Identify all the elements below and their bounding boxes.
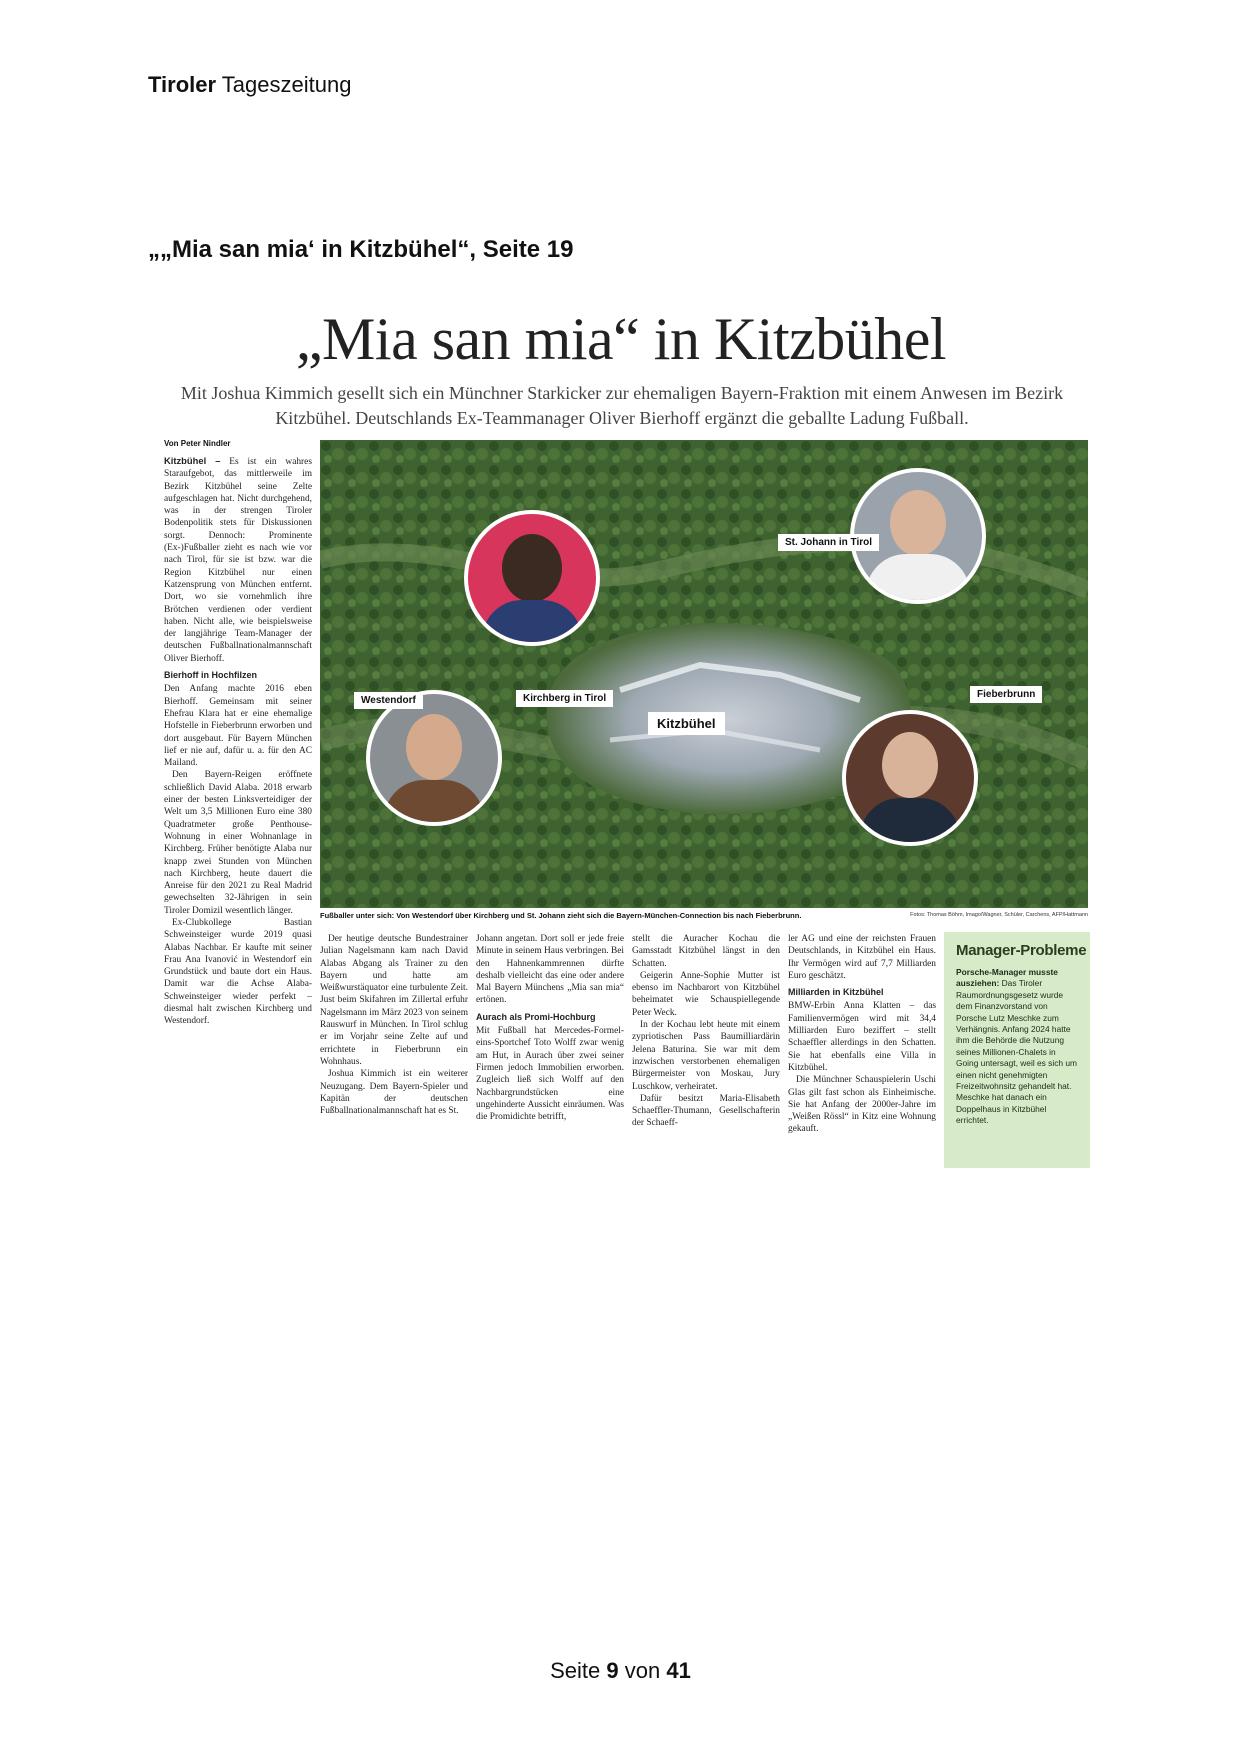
location-label-kitzbuehel: Kitzbühel (648, 712, 725, 735)
paragraph: Den Anfang machte 2016 eben Bierhoff. Gemeinsam mit seiner Ehefrau Klara hat er eine ehemalige Hofstelle in Fieberbrunn erworben und dort ausgebaut. Für Bayern München lief er nie auf, dafür u. a. für den AC Mailand. (164, 684, 312, 769)
paragraph: Joshua Kimmich ist ein weiterer Neuzugang. Dem Bayern-Spieler und Kapitän der deutschen Fußballnationalmannschaft hat es St. (320, 1069, 468, 1117)
total-pages: 41 (666, 1658, 691, 1683)
page-separator: von (624, 1658, 661, 1683)
publication-name-rest: Tageszeitung (221, 72, 352, 97)
sidebar-box (944, 932, 1090, 1168)
location-label-kirchberg: Kirchberg in Tirol (516, 690, 613, 707)
location-label-fieberbrunn: Fieberbrunn (970, 686, 1042, 703)
paragraph-text: Es ist ein wahres Staraufgebot, das mittlerweile im Bezirk Kitzbühel seine Zelte aufgeschlagen hat. Nicht durchgehend, was in der strengen Tiroler Bodenpolitik stets für Diskussionen sorgt. Dennoch: Prominente (Ex-)Fußballer zieht es nach wie vor nach Tirol, für sie ist bzw. war die Region Kitzbühel nur einen Katzensprung von München entfernt. Dort, wo sie vornehmlich ihre Brötchen verdienen oder verdient haben. Nicht alle, wie beispielsweise der langjährige Team-Manager der deutschen Fußballnationalmannschaft Oliver Bierhoff. (164, 457, 312, 664)
paragraph: Die Münchner Schauspielerin Uschi Glas gilt fast schon als Einheimische. Sie hat Anfang der 2000er-Jahre im „Weißen Rössl“ in Kitz eine Wohnung gekauft. (788, 1075, 936, 1135)
sidebar-lead: Porsche-Manager musste ausziehen: (956, 967, 1058, 989)
location-label-st-johann: St. Johann in Tirol (778, 534, 879, 551)
paragraph: BMW-Erbin Anna Klatten – das Familienvermögen wird mit 34,4 Milliarden Euro beziffert – stellt Schaeffler allerdings in den Schatten. Sie hat ebenfalls eine Villa in Kitzbühel. (788, 1001, 936, 1073)
article-column-1 (164, 455, 312, 1028)
player-portrait-nagelsmann (842, 710, 978, 846)
paragraph: Geigerin Anne-Sophie Mutter ist ebenso im Nachbarort von Kitzbühel beheimatet wie Schauspiellegende Peter Weck. (632, 970, 780, 1018)
dateline: Kitzbühel – (164, 455, 221, 466)
publication-name (148, 72, 351, 98)
article-column-5 (788, 933, 936, 1136)
player-portrait-alaba (464, 510, 600, 646)
article-headline: „Mia san mia“ in Kitzbühel (295, 306, 947, 372)
paragraph (164, 455, 312, 665)
subheading: Aurach als Promi-Hochburg (476, 1011, 596, 1022)
article-column-4 (632, 933, 780, 1130)
paragraph: Den Bayern-Reigen eröffnete schließlich David Alaba. 2018 erwarb einer der besten Linksverteidiger der Welt um 3,5 Millionen Euro eine 380 Quadratmeter große Penthouse-Wohnung in einer Wohnanlage in Kirchberg. Früher benötigte Alaba nur knapp zwei Stunden von München nach Kirchberg, heute dauert die Anreise für den 2021 zu Real Madrid gewechselten 32-Jährigen in sein Tiroler Domizil wesentlich länger. (164, 770, 312, 916)
sidebar-title: Manager-Probleme (956, 942, 1087, 959)
article-reference-title: „„Mia san mia‘ in Kitzbühel“, Seite 19 (148, 236, 574, 263)
photo-caption: Fußballer unter sich: Von Westendorf über Kirchberg und St. Johann zieht sich die Bayern-München-Connection bis nach Fieberbrunn. (320, 911, 802, 920)
page-number (0, 1658, 1241, 1684)
paragraph: Dafür besitzt Maria-Elisabeth Schaeffler-Thumann, Gesellschafterin der Schaeff- (632, 1093, 780, 1129)
paragraph: Mit Fußball hat Mercedes-Formel-eins-Sportchef Toto Wolff zwar wenig am Hut, in Aurach über zwei seiner Firmen jedoch Immobilien erworben. Zugleich ließ sich Wolff auf den Nachbargrundstücken eine ungehinderte Aussicht einräumen. Was die Promidichte betrifft, (476, 1026, 624, 1123)
paragraph: ler AG und eine der reichsten Frauen Deutschlands, in Kitzbühel ein Haus. Ihr Vermögen wird auf 7,7 Milliarden Euro geschätzt. (788, 934, 936, 981)
location-label-westendorf: Westendorf (354, 692, 423, 709)
paragraph: Johann angetan. Dort soll er jede freie Minute in seinem Haus verbringen. Bei den Hahnenkammrennen dürfte deshalb vielleicht das eine oder andere Mal Bayern Münchens „Mia san mia“ ertönen. (476, 934, 624, 1006)
current-page: 9 (606, 1658, 619, 1683)
sidebar-text (956, 967, 1080, 1127)
subheading: Milliarden in Kitzbühel (788, 987, 884, 998)
publication-name-bold: Tiroler (148, 72, 217, 97)
paragraph: Der heutige deutsche Bundestrainer Julian Nagelsmann kam nach David Alabas Abgang als Trainer zu den Bayern und hatte am Weißwurstäquator eine turbulente Zeit. Just beim Skifahren im Zillertal erfuhr Nagelsmann im März 2023 von seinem Rauswurf in München. In Tirol schlug er im Vorjahr seine Zelte auf und errichtete in Fieberbrunn ein Wohnhaus. (320, 934, 468, 1067)
paragraph: In der Kochau lebt heute mit einem zypriotischen Pass Baumilliardärin Jelena Baturina. Sie war mit dem inzwischen verstorbenen ehemaligen Bürgermeister von Moskau, Jury Luschkow, verheiratet. (632, 1020, 780, 1092)
article-column-3 (476, 933, 624, 1123)
paragraph: stellt die Auracher Kochau die Gamsstadt Kitzbühel längst in den Schatten. (632, 934, 780, 969)
newspaper-clipping (152, 305, 1090, 1173)
article-column-2 (320, 933, 468, 1117)
page-prefix: Seite (550, 1658, 601, 1683)
article-deck: Mit Joshua Kimmich gesellt sich ein Münchner Starkicker zur ehemaligen Bayern-Fraktion mit einem Anwesen im Bezirk Kitzbühel. Deutschlands Ex-Teammanager Oliver Bierhoff ergänzt die geballte Ladung Fußball. (180, 383, 1064, 428)
paragraph: Ex-Clubkollege Bastian Schweinsteiger wurde 2019 quasi Alabas Nachbar. Er kaufte mit seiner Frau Ana Ivanović in Westendorf ein Grundstück und baute dort ein Haus. Damit war die Achse Alaba-Schweinsteiger wieder perfekt – diesmal halt zwischen Kirchberg und Westendorf. (164, 917, 312, 1027)
sidebar-body: Das Tiroler Raumordnungsgesetz wurde dem Finanzvorstand von Porsche Lutz Meschke zum Verhängnis. Anfang 2024 hatte ihm die Behörde die Nutzung seines Millionen-Chalets in Going untersagt, weil es sich um einen nicht genehmigten Freizeitwohnsitz gehandelt hat. Meschke hat danach ein Doppelhaus in Kitzbühel errichtet. (956, 978, 1078, 1126)
photo-credit: Fotos: Thomas Böhm, Imago/Wagner, Schüler, Carchens, AFP/Hattmann (910, 912, 1088, 918)
article-byline: Von Peter Nindler (164, 439, 231, 448)
map-photo-montage (320, 440, 1088, 908)
player-portrait-schweinsteiger (366, 690, 502, 826)
subheading: Bierhoff in Hochfilzen (164, 670, 257, 681)
